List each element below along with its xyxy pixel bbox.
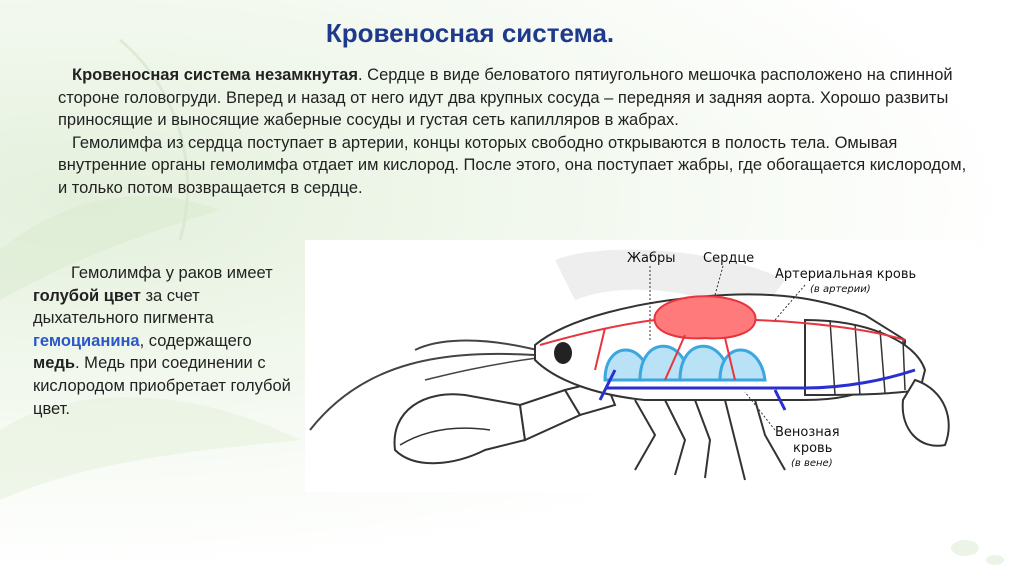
note-part-2: за счет дыхательного пигмента bbox=[33, 286, 214, 328]
crayfish-diagram bbox=[305, 240, 977, 492]
label-heart: Сердце bbox=[703, 251, 755, 266]
hemolymph-note-text bbox=[33, 262, 298, 420]
eye bbox=[554, 342, 572, 364]
tail-fan bbox=[903, 380, 949, 446]
label-arterial-blood: Артериальная кровь bbox=[775, 267, 917, 282]
note-part-4: . Медь при соединении с кислородом приобретает голубой цвет. bbox=[33, 354, 291, 418]
intro-text bbox=[58, 64, 978, 200]
note-part-1: Гемолимфа у раков имеет bbox=[71, 264, 273, 282]
intro-paragraph-1 bbox=[58, 64, 978, 132]
label-venous-sub: (в вене) bbox=[791, 458, 833, 469]
note-bold-blue-color: голубой цвет bbox=[33, 286, 141, 305]
intro-bold-term: Кровеносная система незамкнутая bbox=[72, 66, 358, 84]
note-hemocyanin: гемоцианина bbox=[33, 331, 140, 350]
hemolymph-note bbox=[33, 262, 298, 420]
intro-paragraph-1-text: . Сердце в виде беловатого пятиугольного мешочка расположено на спинной стороне головогруди. Вперед и назад от него идут два крупных сосуда – передняя и задняя аорта. Хорошо развиты приносящие и выносящие жаберные сосуды и густая сеть капилляров в жабрах. bbox=[58, 66, 953, 130]
antenna bbox=[415, 341, 537, 350]
label-gills: Жабры bbox=[627, 251, 676, 266]
label-venous-2: кровь bbox=[793, 441, 833, 456]
label-venous-1: Венозная bbox=[775, 425, 840, 440]
slide-title: Кровеносная система. bbox=[325, 18, 615, 48]
note-bold-copper: медь bbox=[33, 354, 75, 373]
legs bbox=[635, 400, 785, 480]
intro-paragraph-2: Гемолимфа из сердца поступает в артерии, концы которых свободно открываются в полость тела. Омывая внутренние органы гемолимфа отдает им кислород. После этого, она поступает жабры, где обогащается кислородом, и только потом возвращается в сердце. bbox=[58, 133, 967, 197]
note-part-3: , содержащего bbox=[139, 331, 252, 350]
crayfish-circulation-figure bbox=[305, 240, 977, 492]
label-arterial-sub: (в артерии) bbox=[810, 284, 871, 295]
heart bbox=[655, 296, 756, 338]
